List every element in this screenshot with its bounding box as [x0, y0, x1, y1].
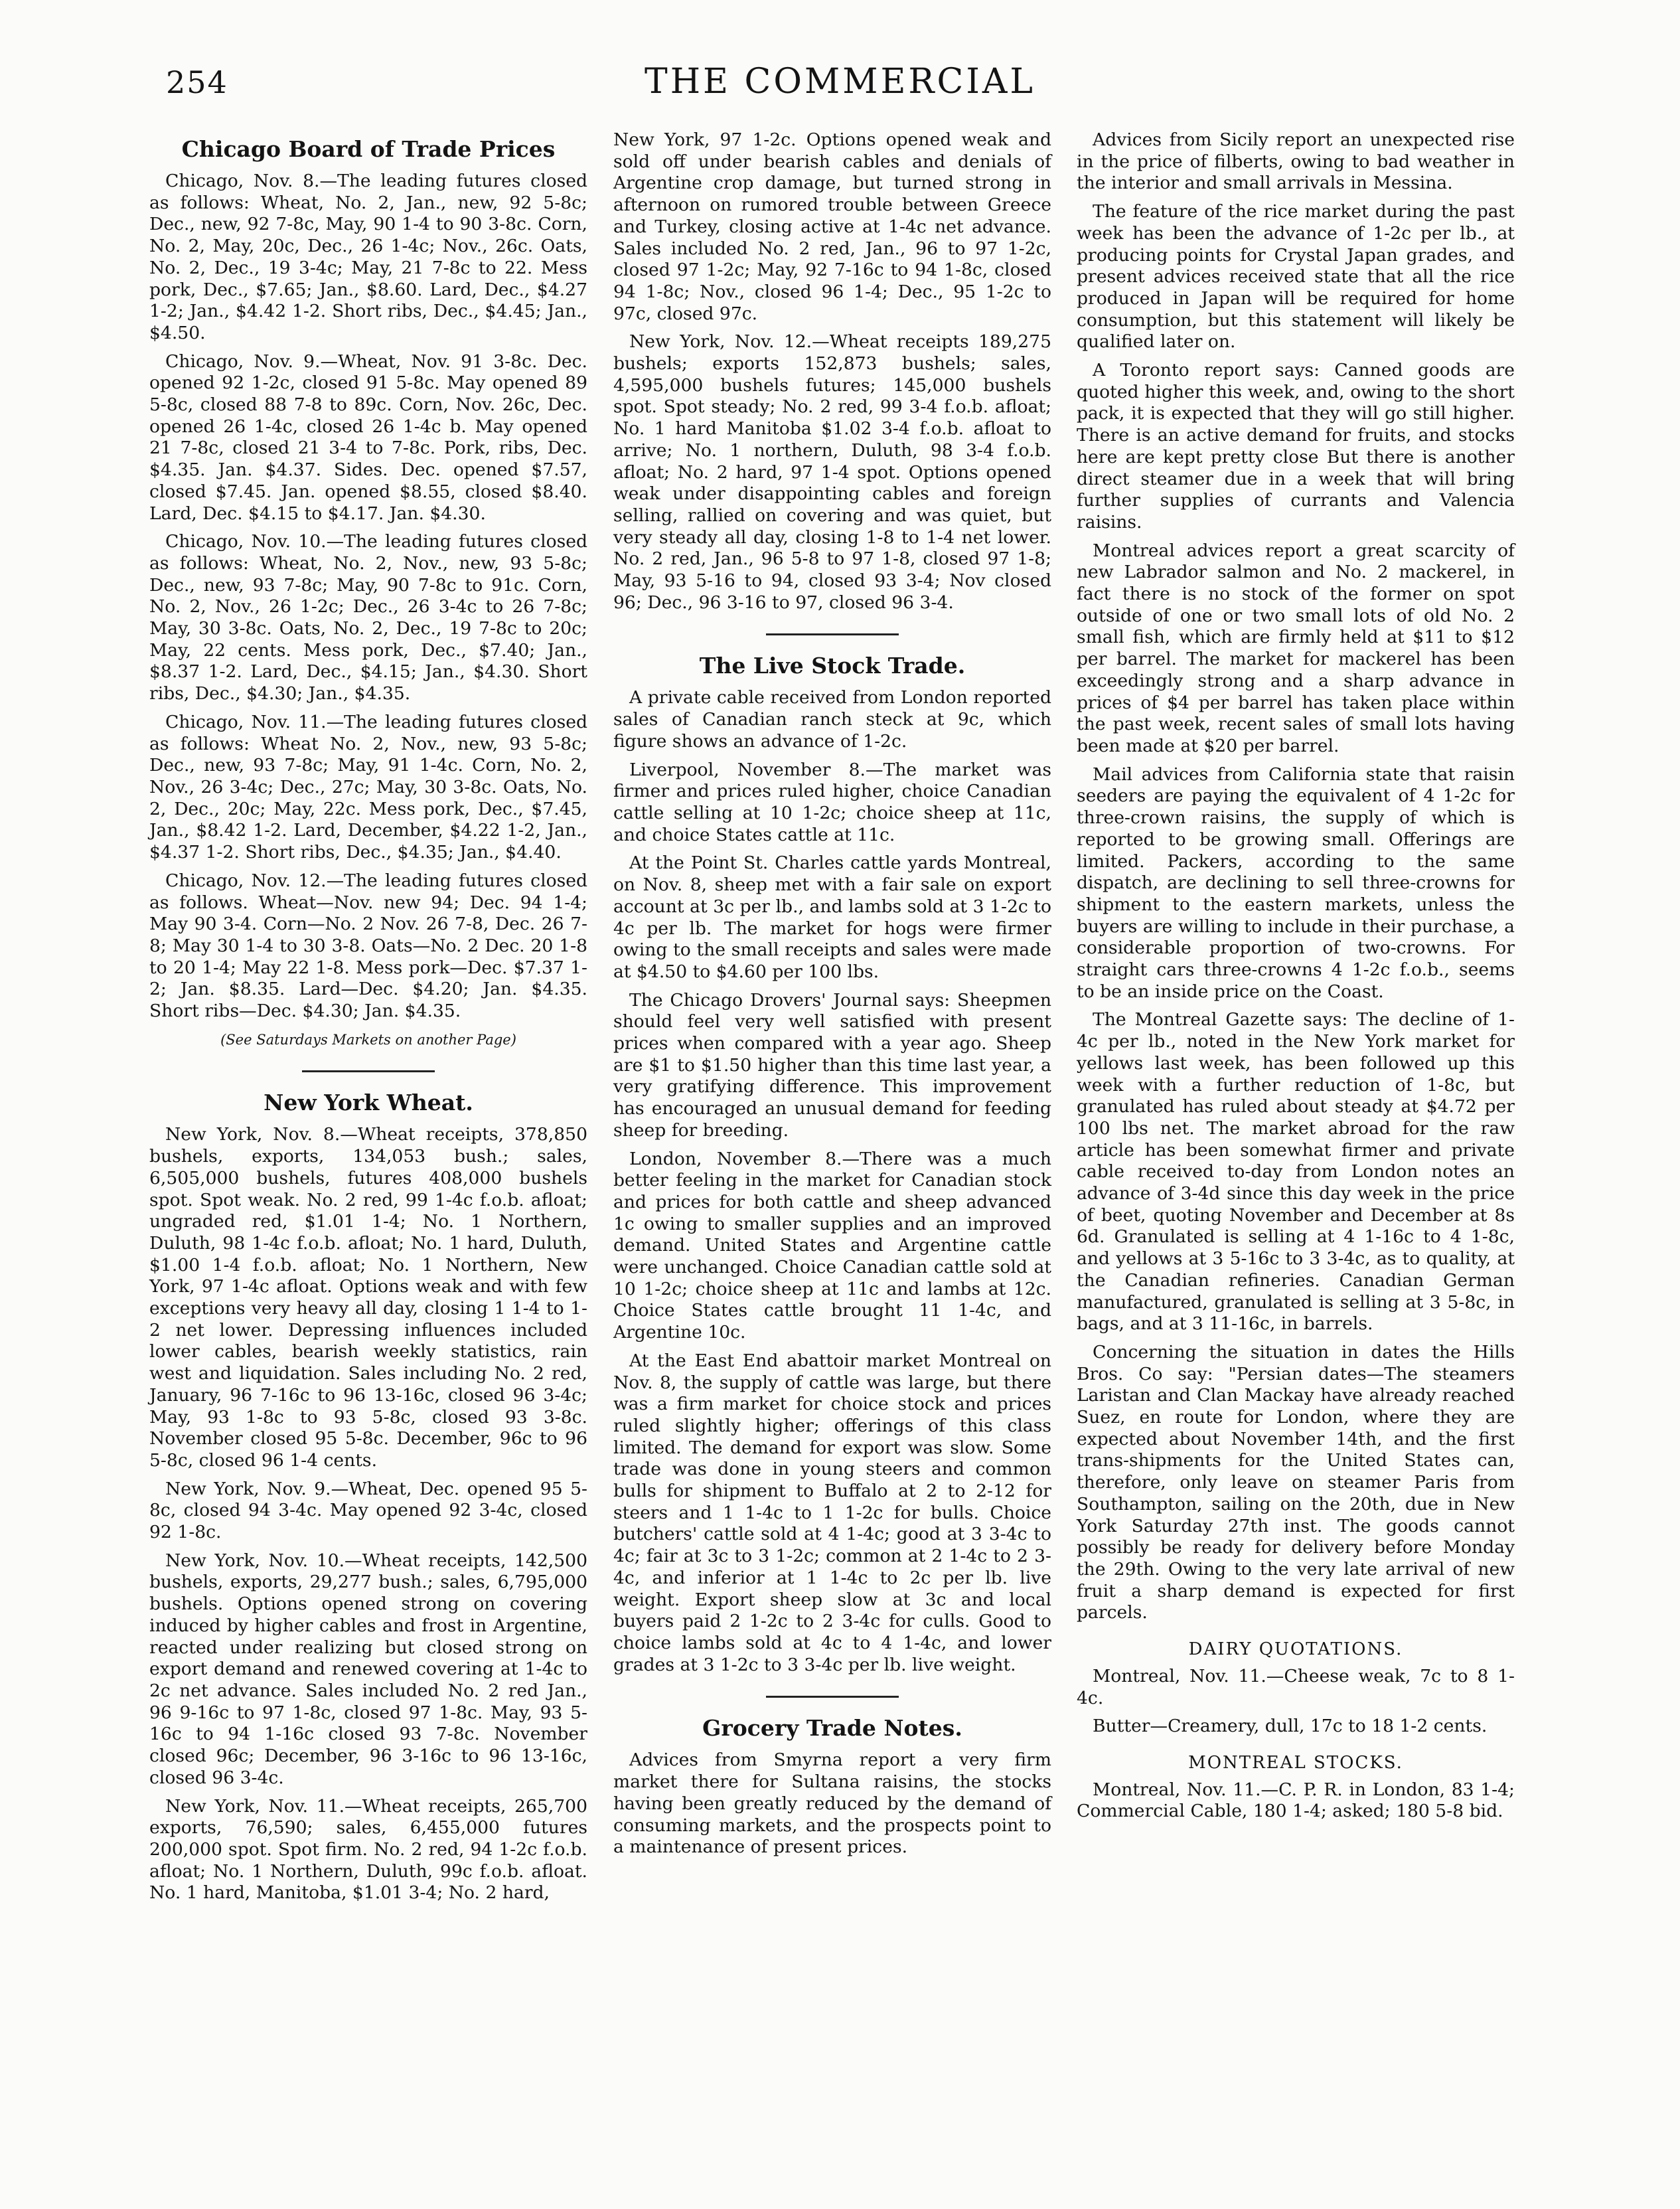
- article-paragraph: Concerning the situation in dates the Hills Bros. Co say: "Persian dates—The steamers Laristan and Clan Mackay have already reached Suez, en route for London, where they are expected about November 14th, and the first trans-shipments for the United States can, therefore, only leave on steamer Paris from Southampton, sailing on the 20th, due in New York Saturday 27th inst. The goods cannot possibly be ready for delivery before Monday the 29th. Owing to the very late arrival of new fruit a sharp demand is expected for first parcels.: [1077, 1341, 1515, 1623]
- article-paragraph: Butter—Creamery, dull, 17c to 18 1-2 cents.: [1093, 1716, 1488, 1737]
- article-paragraph: New York, Nov. 10.—Wheat receipts, 142,500 bushels, exports, 29,277 bush.; sales, 6,795,000 bushels. Options opened strong on covering induced by higher cables and frost in Argentine, reacted under realizing but closed strong on export demand and renewed covering at 1-4c to 2c net advance. Sales included No. 2 red Jan., 96 9-16c to 97 1-8c, closed 97 1-8c. May, 93 5-16c to 94 1-16c closed 93 7-8c. November closed 96c; December, 96 3-16c to 96 13-16c, closed 96 3-4c.: [149, 1550, 587, 1788]
- column-2: [613, 129, 1051, 1865]
- article-paragraph: Chicago, Nov. 11.—The leading futures closed as follows: Wheat No. 2, Nov., new, 93 5-8c; Dec., new, 93 7-8c; May, 91 1-4c. Corn, No. 2, Nov., 26 3-4c; Dec., 27c; May, 30 3-8c. Oats, No. 2, Dec., 20c; May, 22c. Mess pork, Dec., $7.45, Jan., $8.42 1-2. Lard, December, $4.22 1-2, Jan., $4.37 1-2. Short ribs, Dec., $4.35; Jan., $4.40.: [149, 711, 587, 863]
- article-paragraph: Montreal advices report a great scarcity of new Labrador salmon and No. 2 mackerel, in fact there is no stock of the former on spot outside of one or two small lots of old No. 2 small fish, which are firmly held at $11 to $12 per barrel. The market for mackerel has been exceedingly strong and a sharp advance in prices of $4 per barrel has taken place within the past week, recent sales of small lots having been made at $20 per barrel.: [1077, 540, 1515, 756]
- section-divider: [302, 1070, 435, 1072]
- article-paragraph: A Toronto report says: Canned goods are quoted higher this week, and, owing to the short pack, it is expected that they will go still higher. There is an active demand for fruits, and stocks here are kept pretty close But there is another direct steamer due in a week that will bring further supplies of currants and Valencia raisins.: [1077, 360, 1515, 532]
- page-number: 254: [166, 64, 228, 100]
- column-1: [149, 129, 587, 1911]
- article-paragraph: Advices from Sicily report an unexpected rise in the price of filberts, owing to bad weather in the interior and small arrivals in Messina.: [1077, 129, 1515, 194]
- article-paragraph: Liverpool, November 8.—The market was firmer and prices ruled higher, choice Canadian cattle selling at 10 1-2c; choice sheep at 11c, and choice States cattle at 11c.: [613, 759, 1051, 845]
- article-paragraph: New York, Nov. 12.—Wheat receipts 189,275 bushels; exports 152,873 bushels; sales, 4,595,000 bushels futures; 145,000 bushels spot. Spot steady; No. 2 red, 99 3-4 f.o.b. afloat; No. 1 hard Manitoba $1.02 3-4 f.o.b. afloat to arrive; No. 1 northern, Duluth, 98 3-4 f.o.b. afloat; No. 2 hard, 97 1-4 spot. Options opened weak under disappointing cables and foreign selling, rallied on covering and was quiet, but very steady all day, closing 1-8 to 1-4 net lower. No. 2 red, Jan., 96 5-8 to 97 1-8, closed 97 1-8; May, 93 5-16 to 94, closed 93 3-4; Nov closed 96; Dec., 96 3-16 to 97, closed 96 3-4.: [613, 331, 1051, 613]
- article-paragraph: Montreal, Nov. 11.—Cheese weak, 7c to 8 1-4c.: [1077, 1665, 1515, 1708]
- article-paragraph: The Montreal Gazette says: The decline of 1-4c per lb., noted in the New York market for yellows last week, has been followed up this week with a further reduction of 1-8c, but granulated has ruled about steady at $4.72 per 100 lbs net. The market abroad for the raw article has been somewhat firmer and private cable received to-day from London notes an advance of 3-4d since this day week in the price of beet, quoting November and December at 8s 6d. Granulated is selling at 4 1-16c to 4 1-8c, and yellows at 3 5-16c to 3 3-4c, as to quality, at the Canadian refineries. Canadian German manufactured, granulated is selling at 3 5-8c, in bags, and at 3 11-16c, in barrels.: [1077, 1009, 1515, 1335]
- article-paragraph: Chicago, Nov. 12.—The leading futures closed as follows. Wheat—Nov. new 94; Dec. 94 1-4; May 90 3-4. Corn—No. 2 Nov. 26 7-8, Dec. 26 7-8; May 30 1-4 to 30 3-8. Oats—No. 2 Dec. 20 1-8 to 20 1-4; May 22 1-8. Mess pork—Dec. $7.37 1-2; Jan. $8.35. Lard—Dec. $4.20; Jan. $4.35. Short ribs—Dec. $4.30; Jan. $4.35.: [149, 870, 587, 1022]
- column-3: [1077, 129, 1515, 1829]
- section-divider: [766, 1696, 899, 1698]
- article-paragraph: Montreal, Nov. 11.—C. P. R. in London, 83 1-4; Commercial Cable, 180 1-4; asked; 180 5-8 bid.: [1077, 1779, 1515, 1822]
- article-paragraph: New York, Nov. 9.—Wheat, Dec. opened 95 5-8c, closed 94 3-4c. May opened 92 3-4c, closed 92 1-8c.: [149, 1478, 587, 1543]
- section-divider: [766, 633, 899, 635]
- section-title-montreal-stocks: MONTREAL STOCKS.: [1188, 1752, 1403, 1773]
- section-title-chicago-board: Chicago Board of Trade Prices: [181, 136, 556, 162]
- article-paragraph: The feature of the rice market during the past week has been the advance of 1-2c per lb., at producing points for Crystal Japan grades, and present advices received state that all the rice produced in Japan will be required for home consumption, but this statement will likely be qualified later on.: [1077, 201, 1515, 353]
- cross-reference-note: (See Saturdays Markets on another Page): [220, 1031, 516, 1048]
- article-paragraph: A private cable received from London reported sales of Canadian ranch steck at 9c, which figure shows an advance of 1-2c.: [613, 687, 1051, 752]
- article-paragraph: Chicago, Nov. 8.—The leading futures closed as follows: Wheat, No. 2, Jan., new, 92 5-8c; Dec., new, 92 7-8c, May, 90 1-4 to 90 3-8c. Corn, No. 2, May, 20c, Dec., 26 1-4c; Nov., 26c. Oats, No. 2, Dec., 19 3-4c; May, 21 7-8c to 22. Mess pork, Dec., $7.65; Jan., $8.60. Lard, Dec., $4.27 1-2; Jan., $4.42 1-2. Short ribs, Dec., $4.45; Jan., $4.50.: [149, 171, 587, 343]
- article-paragraph: Chicago, Nov. 9.—Wheat, Nov. 91 3-8c. Dec. opened 92 1-2c, closed 91 5-8c. May opened 89 5-8c, closed 88 7-8 to 89c. Corn, Nov. 26c, Dec. opened 26 1-4c, closed 26 1-4c b. May opened 21 7-8c, closed 21 3-4 to 7-8c. Pork, ribs, Dec. $4.35. Jan. $4.37. Sides. Dec. opened $7.57, closed $7.45. Jan. opened $8.55, closed $8.40. Lard, Dec. $4.15 to $4.17. Jan. $4.30.: [149, 351, 587, 524]
- article-paragraph: New York, Nov. 8.—Wheat receipts, 378,850 bushels, exports, 134,053 bush.; sales, 6,505,000 bushels, futures 408,000 bushels spot. Spot weak. No. 2 red, 99 1-4c f.o.b. afloat; ungraded red, $1.01 1-4; No. 1 Northern, Duluth, 98 1-4c f.o.b. afloat; No. 1 hard, Duluth, $1.00 1-4 f.o.b. afloat; No. 1 Northern, New York, 97 1-4c afloat. Options weak and with few exceptions very heavy all day, closing 1 1-4 to 1-2 net lower. Depressing influences included lower cables, bearish weekly statistics, rain west and liquidation. Sales including No. 2 red, January, 96 7-16c to 96 13-16c, closed 96 3-4c; May, 93 1-8c to 93 5-8c, closed 93 3-8c. November closed 95 5-8c. December, 96c to 96 5-8c, closed 96 1-4 cents.: [149, 1124, 587, 1471]
- section-title-new-york-wheat: New York Wheat.: [264, 1090, 473, 1116]
- article-paragraph: New York, Nov. 11.—Wheat receipts, 265,700 exports, 76,590; sales, 6,455,000 futures 200,000 spot. Spot firm. No. 2 red, 94 1-2c f.o.b. afloat; No. 1 Northern, Duluth, 99c f.o.b. afloat. No. 1 hard, Manitoba, $1.01 3-4; No. 2 hard,: [149, 1795, 587, 1904]
- article-paragraph: The Chicago Drovers' Journal says: Sheepmen should feel very well satisfied with present prices when compared with a year ago. Sheep are $1 to $1.50 higher than this time last year, a very gratifying difference. This improvement has encouraged an unusual demand for feeding sheep for breeding.: [613, 989, 1051, 1141]
- page-header: [0, 50, 1680, 110]
- article-paragraph: At the East End abattoir market Montreal on Nov. 8, the supply of cattle was large, but there was a firm market for choice stock and prices ruled slightly higher; offerings of this class limited. The demand for export was slow. Some trade was done in young steers and common bulls for shipment to Buffalo at 2 to 2-12 for steers and 1 1-4c to 1 1-2c for bulls. Choice butchers' cattle sold at 4 1-4c; good at 3 3-4c to 4c; fair at 3c to 3 1-2c; common at 2 1-4c to 2 3-4c, and inferior at 1 1-4c to 2c per lb. live weight. Export sheep slow at 3c and local buyers paid 2 1-2c to 2 3-4c for culls. Good to choice lambs sold at 4c to 4 1-4c, and lower grades at 3 1-2c to 3 3-4c per lb. live weight.: [613, 1350, 1051, 1675]
- article-paragraph: At the Point St. Charles cattle yards Montreal, on Nov. 8, sheep met with a fair sale on export account at 3c per lb., and lambs sold at 3 1-2c to 4c per lb. The market for hogs were firmer owing to the small receipts and sales were made at $4.50 to $4.60 per 100 lbs.: [613, 853, 1051, 982]
- article-paragraph: London, November 8.—There was a much better feeling in the market for Canadian stock and prices for both cattle and sheep advanced 1c owing to smaller supplies and an improved demand. United States and Argentine cattle were unchanged. Choice Canadian cattle sold at 10 1-2c; choice sheep at 11c and lambs at 12c. Choice States cattle brought 11 1-4c, and Argentine 10c.: [613, 1148, 1051, 1343]
- article-paragraph: Mail advices from California state that raisin seeders are paying the equivalent of 4 1-2c for three-crown raisins, the supply of which is reported to be growing small. Offerings are limited. Packers, according to the same dispatch, are declining to sell three-crowns for shipment to the eastern markets, unless the buyers are willing to include in their purchase, a considerable proportion of two-crowns. For straight cars three-crowns 4 1-2c f.o.b., seems to be an inside price on the Coast.: [1077, 764, 1515, 1002]
- section-title-grocery: Grocery Trade Notes.: [702, 1715, 962, 1742]
- section-title-dairy: DAIRY QUOTATIONS.: [1188, 1639, 1403, 1660]
- publication-title: THE COMMERCIAL: [645, 62, 1035, 102]
- article-paragraph: Chicago, Nov. 10.—The leading futures closed as follows: Wheat, No. 2, Nov., new, 93 5-8c; Dec., new, 93 7-8c; May, 90 7-8c to 91c. Corn, No. 2, Nov., 26 1-2c; Dec., 26 3-4c to 26 7-8c; May, 30 3-8c. Oats, No. 2, Dec., 19 7-8c to 20c; May, 22 cents. Mess pork, Dec., $7.40; Jan., $8.37 1-2. Lard, Dec., $4.15; Jan., $4.30. Short ribs, Dec., $4.30; Jan., $4.35.: [149, 531, 587, 704]
- article-paragraph: New York, 97 1-2c. Options opened weak and sold off under bearish cables and denials of Argentine crop damage, but turned strong in afternoon on rumored trouble between Greece and Turkey, closing active at 1-4c net advance. Sales included No. 2 red, Jan., 96 to 97 1-2c, closed 97 1-2c; May, 92 7-16c to 94 1-8c, closed 94 1-8c; Nov., closed 96 1-4; Dec., 95 1-2c to 97c, closed 97c.: [613, 129, 1051, 324]
- article-paragraph: Advices from Smyrna report a very firm market there for Sultana raisins, the stocks having been greatly reduced by the demand of consuming markets, and the prospects point to a maintenance of present prices.: [613, 1750, 1051, 1858]
- section-title-live-stock: The Live Stock Trade.: [699, 653, 966, 679]
